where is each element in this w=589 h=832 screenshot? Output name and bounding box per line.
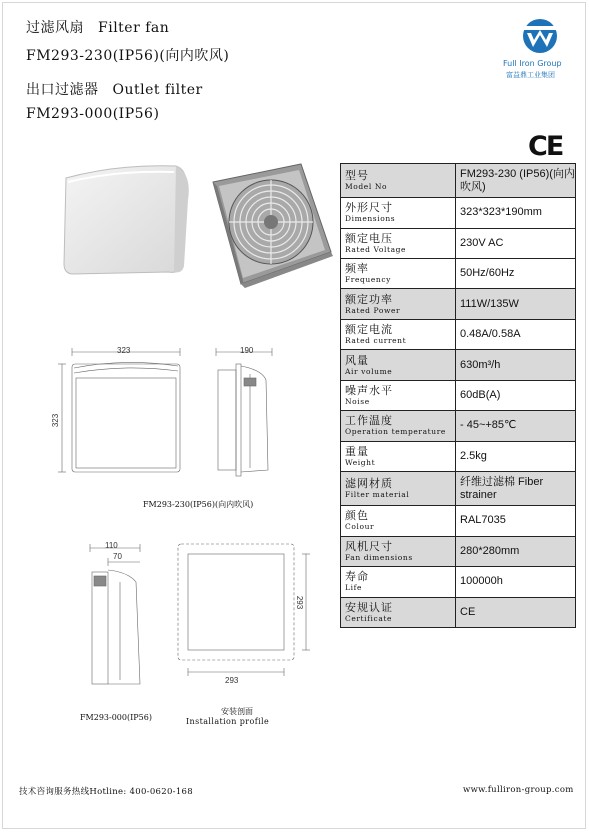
spec-label-cell bbox=[341, 164, 456, 198]
spec-label-cn: 额定功率 bbox=[345, 292, 393, 306]
spec-label-cell bbox=[341, 472, 456, 506]
spec-label-en: Air volume bbox=[345, 366, 393, 376]
spec-row bbox=[341, 472, 576, 506]
title-filter-fan-en: Filter fan bbox=[98, 20, 170, 36]
spec-label-cn: 滤网材质 bbox=[345, 477, 393, 491]
title-outlet-filter-cn: 出口过滤器 bbox=[26, 82, 99, 98]
spec-label-cell bbox=[341, 597, 456, 628]
logo-name-cn: 富益鼎工业集团 bbox=[506, 71, 555, 79]
spec-label-cn: 噪声水平 bbox=[345, 383, 393, 397]
spec-label-en: Fan dimensions bbox=[345, 552, 413, 562]
spec-value: 111W/135W bbox=[456, 289, 576, 319]
caption-filter-fan: FM293-230(IP56)(向内吹风) bbox=[143, 500, 254, 509]
spec-value: 100000h bbox=[456, 567, 576, 597]
spec-label-cn: 工作温度 bbox=[345, 414, 393, 428]
spec-value: FM293-230 (IP56)(向内吹风) bbox=[456, 164, 576, 198]
spec-label-cn: 风量 bbox=[345, 353, 369, 367]
spec-label-en: Rated Power bbox=[345, 305, 401, 315]
side-view-drawing bbox=[210, 340, 280, 490]
title-filter-fan-cn: 过滤风扇 bbox=[26, 20, 84, 36]
spec-value: 2.5kg bbox=[456, 441, 576, 471]
spec-row bbox=[341, 441, 576, 471]
spec-label-en: Model No bbox=[345, 182, 388, 192]
model-outlet-filter: FM293-000(IP56) bbox=[26, 106, 160, 122]
spec-value: 60dB(A) bbox=[456, 380, 576, 410]
spec-label-cell bbox=[341, 536, 456, 566]
side-depth-dim: 190 bbox=[240, 346, 254, 355]
spec-label-cn: 重量 bbox=[345, 444, 369, 458]
spec-value: 280*280mm bbox=[456, 536, 576, 566]
fulliron-logo-icon bbox=[505, 16, 575, 56]
spec-row bbox=[341, 380, 576, 410]
title-outlet-filter-en: Outlet filter bbox=[112, 82, 203, 98]
spec-label-cell bbox=[341, 198, 456, 228]
spec-label-en: Certificate bbox=[345, 613, 393, 623]
spec-label-en: Rated Voltage bbox=[345, 244, 407, 254]
spec-row bbox=[341, 289, 576, 319]
spec-label-cell bbox=[341, 506, 456, 536]
spec-value: CE bbox=[456, 597, 576, 628]
spec-value: - 45~+85℃ bbox=[456, 411, 576, 441]
spec-value: RAL7035 bbox=[456, 506, 576, 536]
spec-value: 323*323*190mm bbox=[456, 198, 576, 228]
spec-label-cn: 寿命 bbox=[345, 570, 369, 584]
spec-label-en: Colour bbox=[345, 522, 375, 532]
installation-cutout-drawing bbox=[172, 538, 312, 688]
spec-label-cn: 颜色 bbox=[345, 509, 369, 523]
ce-mark: CE bbox=[528, 131, 563, 162]
spec-row bbox=[341, 536, 576, 566]
spec-label-cell bbox=[341, 411, 456, 441]
spec-table bbox=[340, 163, 576, 628]
spec-label-en: Rated current bbox=[345, 336, 407, 346]
filter-cover-photo bbox=[58, 160, 193, 280]
spec-label-cn: 型号 bbox=[345, 169, 369, 183]
spec-label-cell bbox=[341, 319, 456, 349]
spec-label-en: Frequency bbox=[345, 275, 391, 285]
spec-label-en: Filter material bbox=[345, 490, 410, 500]
spec-value: 630m³/h bbox=[456, 350, 576, 380]
spec-value: 0.48A/0.58A bbox=[456, 319, 576, 349]
model-filter-fan: FM293-230(IP56)(向内吹风) bbox=[26, 48, 230, 64]
spec-label-cell bbox=[341, 380, 456, 410]
spec-label-cell bbox=[341, 259, 456, 289]
caption-outlet-filter: FM293-000(IP56) bbox=[80, 713, 152, 722]
spec-row bbox=[341, 411, 576, 441]
spec-row bbox=[341, 567, 576, 597]
footer-hotline: 技术咨询服务热线Hotline: 400-0620-168 bbox=[19, 787, 193, 797]
spec-label-en: Operation temperature bbox=[345, 427, 446, 437]
caption-installation-cn: 安装剖面 bbox=[221, 707, 253, 716]
spec-row bbox=[341, 506, 576, 536]
spec-label-cn: 额定电流 bbox=[345, 323, 393, 337]
spec-value: 纤维过滤棉 Fiber strainer bbox=[456, 472, 576, 506]
spec-label-cn: 安规认证 bbox=[345, 600, 393, 614]
spec-row bbox=[341, 319, 576, 349]
spec-label-en: Noise bbox=[345, 396, 370, 406]
filter-inner-dim: 70 bbox=[113, 552, 122, 561]
spec-label-en: Life bbox=[345, 583, 362, 593]
spec-label-cell bbox=[341, 289, 456, 319]
spec-label-cell bbox=[341, 441, 456, 471]
front-height-dim: 323 bbox=[51, 413, 61, 428]
spec-label-cn: 额定电压 bbox=[345, 231, 393, 245]
cutout-width-dim: 293 bbox=[225, 676, 239, 685]
spec-row bbox=[341, 259, 576, 289]
filter-depth-dim: 110 bbox=[105, 541, 118, 550]
title-filter-fan bbox=[26, 17, 169, 37]
spec-label-en: Weight bbox=[345, 457, 376, 467]
footer-website: www.fulliron-group.com bbox=[463, 785, 574, 795]
spec-label-cn: 频率 bbox=[345, 262, 369, 276]
front-width-dim: 323 bbox=[117, 346, 131, 355]
spec-row bbox=[341, 164, 576, 198]
logo-name-en: Full Iron Group bbox=[503, 59, 562, 68]
caption-installation-en: Installation profile bbox=[186, 717, 270, 726]
spec-value: 50Hz/60Hz bbox=[456, 259, 576, 289]
spec-label-en: Dimensions bbox=[345, 214, 396, 224]
spec-row bbox=[341, 228, 576, 258]
front-view-drawing bbox=[50, 340, 190, 490]
spec-label-cell bbox=[341, 350, 456, 380]
title-outlet-filter bbox=[26, 79, 203, 99]
spec-label-cell bbox=[341, 567, 456, 597]
spec-label-cn: 风机尺寸 bbox=[345, 539, 393, 553]
spec-row bbox=[341, 350, 576, 380]
cutout-height-dim: 293 bbox=[295, 595, 305, 610]
spec-row bbox=[341, 198, 576, 228]
spec-label-cn: 外形尺寸 bbox=[345, 201, 393, 215]
spec-value: 230V AC bbox=[456, 228, 576, 258]
spec-label-cell bbox=[341, 228, 456, 258]
spec-row bbox=[341, 597, 576, 628]
filter-fan-photo bbox=[205, 160, 335, 290]
